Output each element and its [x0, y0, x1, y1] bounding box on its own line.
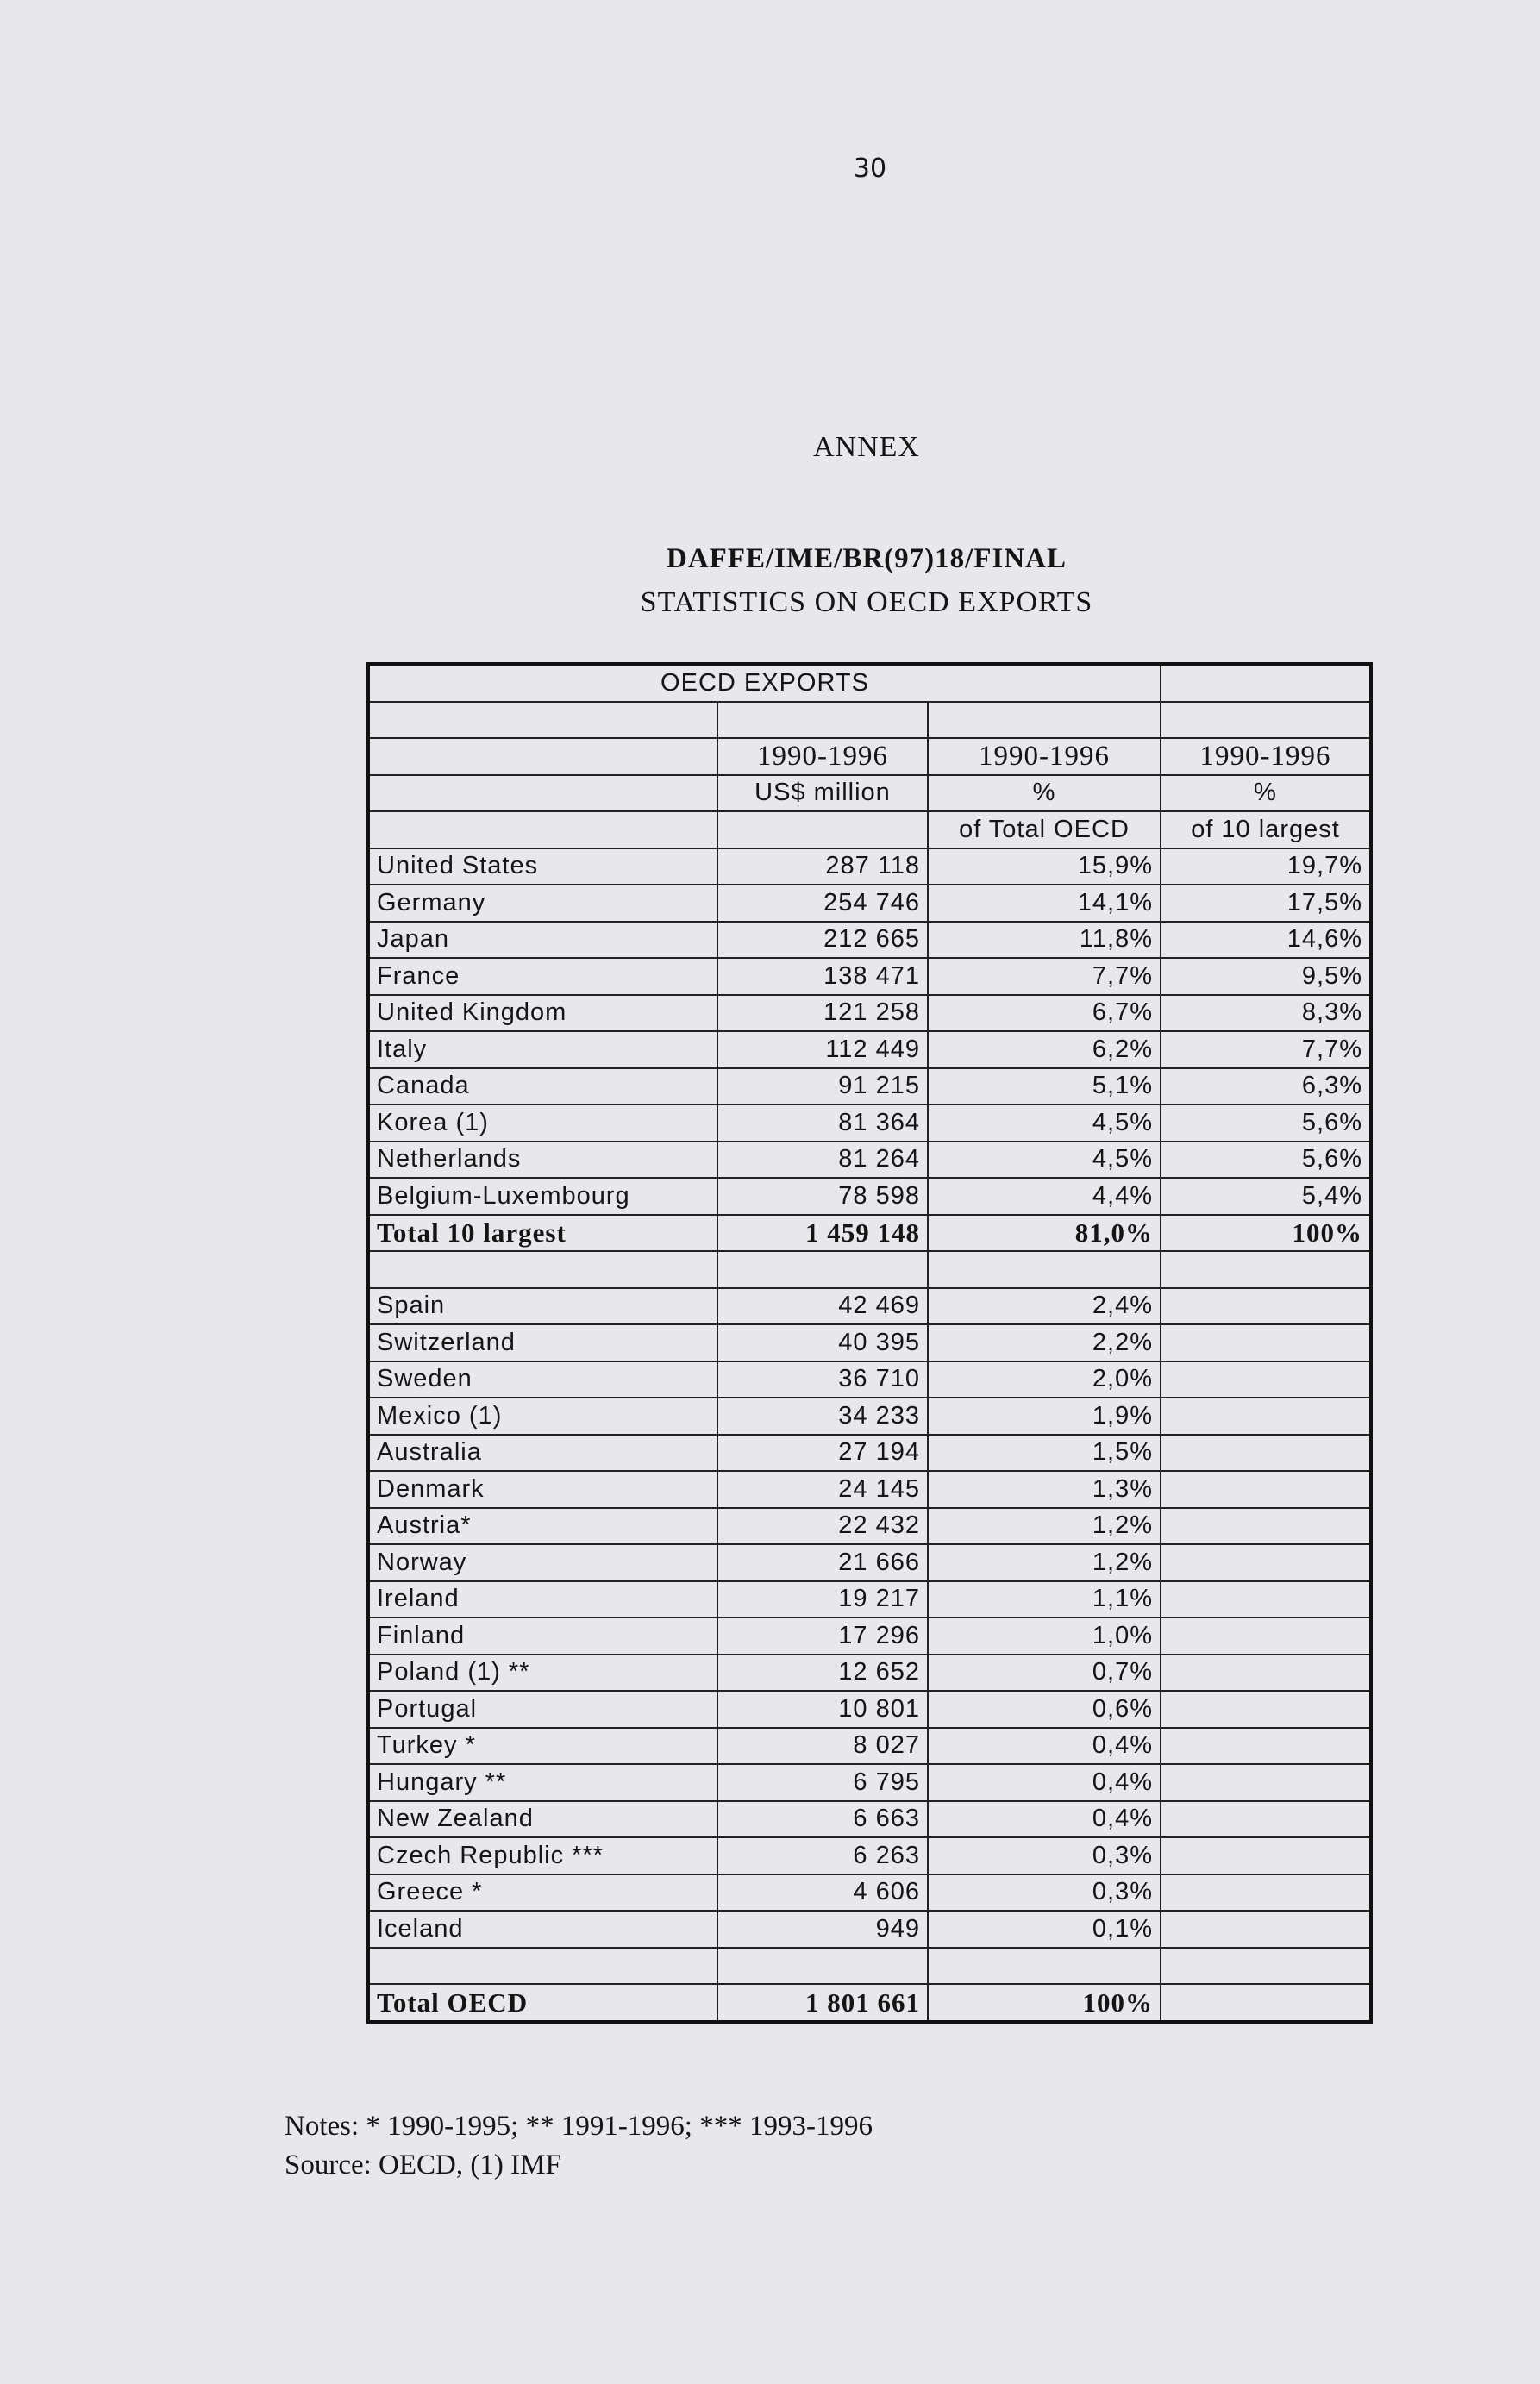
pct-total-cell: 1,5%: [928, 1435, 1161, 1472]
table-row: [368, 958, 1371, 995]
value-cell: 81 364: [717, 1104, 928, 1142]
empty-cell: [1161, 1984, 1371, 2022]
value-cell: 4 606: [717, 1874, 928, 1912]
country-cell: Germany: [368, 885, 717, 922]
pct-total-cell: 1,0%: [928, 1617, 1161, 1655]
pct-total-cell: 0,4%: [928, 1764, 1161, 1801]
pct-total-cell: 1,9%: [928, 1398, 1161, 1435]
pct-largest-cell: 19,7%: [1161, 848, 1371, 885]
empty-cell: [1161, 1471, 1371, 1508]
total-label-cell: Total 10 largest: [368, 1215, 717, 1252]
header-row-period: [368, 738, 1371, 775]
empty-cell: [1161, 1508, 1371, 1545]
value-cell: 254 746: [717, 885, 928, 922]
pct-total-cell: 2,4%: [928, 1288, 1161, 1325]
pct-total-cell: 11,8%: [928, 922, 1161, 959]
value-cell: 19 217: [717, 1581, 928, 1618]
pct-total-cell: 15,9%: [928, 848, 1161, 885]
empty-cell: [717, 1251, 928, 1288]
table-row: [368, 1031, 1371, 1068]
value-cell: 34 233: [717, 1398, 928, 1435]
empty-cell: [1161, 1728, 1371, 1765]
country-cell: Denmark: [368, 1471, 717, 1508]
pct-total-cell: 0,4%: [928, 1728, 1161, 1765]
country-cell: Norway: [368, 1544, 717, 1581]
pct-largest-cell: 9,5%: [1161, 958, 1371, 995]
value-cell: 8 027: [717, 1728, 928, 1765]
empty-cell: [368, 1251, 717, 1288]
country-cell: Hungary **: [368, 1764, 717, 1801]
empty-cell: [1161, 702, 1371, 739]
total-10-row: [368, 1215, 1371, 1252]
header-row-unit: [368, 775, 1371, 812]
pct-total-cell: 1,3%: [928, 1471, 1161, 1508]
empty-cell: [1161, 1288, 1371, 1325]
table-row: [368, 995, 1371, 1032]
pct-total-cell: 0,4%: [928, 1801, 1161, 1838]
empty-cell: [368, 702, 717, 739]
pct-largest-cell: 6,3%: [1161, 1068, 1371, 1105]
pct-total-cell: 0,3%: [928, 1837, 1161, 1874]
country-cell: Japan: [368, 922, 717, 959]
pct-total-cell: 0,6%: [928, 1691, 1161, 1728]
pct-largest-cell: 5,6%: [1161, 1104, 1371, 1142]
pct-total-cell: 81,0%: [928, 1215, 1161, 1252]
value-cell: 81 264: [717, 1142, 928, 1179]
country-cell: Czech Republic ***: [368, 1837, 717, 1874]
value-cell: 10 801: [717, 1691, 928, 1728]
empty-cell: [368, 775, 717, 812]
table-row: [368, 1837, 1371, 1874]
page-title: STATISTICS ON OECD EXPORTS: [640, 586, 1093, 618]
pct-total-cell: 0,3%: [928, 1874, 1161, 1912]
value-cell: 27 194: [717, 1435, 928, 1472]
country-cell: Finland: [368, 1617, 717, 1655]
country-cell: United Kingdom: [368, 995, 717, 1032]
value-cell: 1 459 148: [717, 1215, 928, 1252]
country-cell: New Zealand: [368, 1801, 717, 1838]
value-cell: 1 801 661: [717, 1984, 928, 2022]
empty-cell: [368, 811, 717, 848]
header-row-sub: [368, 811, 1371, 848]
country-cell: France: [368, 958, 717, 995]
value-cell: 12 652: [717, 1655, 928, 1692]
pct-largest-cell: 17,5%: [1161, 885, 1371, 922]
value-cell: 91 215: [717, 1068, 928, 1105]
country-cell: Austria*: [368, 1508, 717, 1545]
empty-cell: [1161, 1801, 1371, 1838]
empty-cell: [1161, 1398, 1371, 1435]
country-cell: Greece *: [368, 1874, 717, 1912]
table-row: [368, 848, 1371, 885]
country-cell: Iceland: [368, 1911, 717, 1948]
group-header: OECD EXPORTS: [368, 664, 1161, 702]
page-number: 30: [853, 153, 887, 184]
empty-cell: [1161, 1251, 1371, 1288]
table-row: [368, 1801, 1371, 1838]
spacer-row: [368, 1948, 1371, 1985]
empty-cell: [1161, 1764, 1371, 1801]
table-row: [368, 1874, 1371, 1912]
empty-cell: [1161, 1435, 1371, 1472]
country-cell: Australia: [368, 1435, 717, 1472]
value-cell: 78 598: [717, 1178, 928, 1215]
country-cell: Netherlands: [368, 1142, 717, 1179]
empty-cell: [717, 1948, 928, 1985]
country-cell: Mexico (1): [368, 1398, 717, 1435]
country-cell: Ireland: [368, 1581, 717, 1618]
value-cell: 949: [717, 1911, 928, 1948]
table-row: [368, 1691, 1371, 1728]
table-row: [368, 1655, 1371, 1692]
empty-cell: [928, 1948, 1161, 1985]
value-cell: 36 710: [717, 1361, 928, 1398]
table-row: [368, 1764, 1371, 1801]
value-cell: 22 432: [717, 1508, 928, 1545]
value-cell: 6 795: [717, 1764, 928, 1801]
table-row: [368, 1178, 1371, 1215]
pct-total-cell: 5,1%: [928, 1068, 1161, 1105]
total-oecd-row: [368, 1984, 1371, 2022]
country-cell: Switzerland: [368, 1324, 717, 1361]
pct-total-cell: 100%: [928, 1984, 1161, 2022]
value-cell: 40 395: [717, 1324, 928, 1361]
table-row: [368, 885, 1371, 922]
table-row: [368, 922, 1371, 959]
table-row: [368, 1068, 1371, 1105]
sub-header: of Total OECD: [928, 811, 1161, 848]
period-header: 1990-1996: [717, 738, 928, 775]
empty-cell: [1161, 1324, 1371, 1361]
period-header: 1990-1996: [928, 738, 1161, 775]
pct-total-cell: 6,7%: [928, 995, 1161, 1032]
value-cell: 6 663: [717, 1801, 928, 1838]
empty-cell: [1161, 1911, 1371, 1948]
country-cell: Canada: [368, 1068, 717, 1105]
pct-largest-cell: 7,7%: [1161, 1031, 1371, 1068]
table-row: [368, 1581, 1371, 1618]
table-row: [368, 1508, 1371, 1545]
pct-total-cell: 0,1%: [928, 1911, 1161, 1948]
table-row: [368, 1617, 1371, 1655]
pct-total-cell: 7,7%: [928, 958, 1161, 995]
table-row: [368, 1544, 1371, 1581]
table-row: [368, 1288, 1371, 1325]
empty-cell: [928, 1251, 1161, 1288]
empty-cell: [368, 738, 717, 775]
unit-header: US$ million: [717, 775, 928, 812]
country-cell: United States: [368, 848, 717, 885]
pct-total-cell: 4,5%: [928, 1104, 1161, 1142]
spacer-row: [368, 1251, 1371, 1288]
pct-total-cell: 4,4%: [928, 1178, 1161, 1215]
table-row: [368, 1435, 1371, 1472]
header-row-group: [368, 664, 1371, 702]
source-text: Source: OECD, (1) IMF: [285, 2149, 561, 2181]
pct-largest-cell: 14,6%: [1161, 922, 1371, 959]
table-row: [368, 1471, 1371, 1508]
empty-cell: [1161, 1361, 1371, 1398]
table-row: [368, 1324, 1371, 1361]
empty-cell: [368, 1948, 717, 1985]
pct-total-cell: 1,2%: [928, 1544, 1161, 1581]
pct-largest-cell: 8,3%: [1161, 995, 1371, 1032]
empty-cell: [1161, 1617, 1371, 1655]
unit-header: %: [1161, 775, 1371, 812]
value-cell: 42 469: [717, 1288, 928, 1325]
table-row: [368, 1911, 1371, 1948]
value-cell: 6 263: [717, 1837, 928, 1874]
sub-header: [717, 811, 928, 848]
empty-cell: [1161, 1691, 1371, 1728]
pct-largest-cell: 100%: [1161, 1215, 1371, 1252]
empty-cell: [1161, 1581, 1371, 1618]
annex-heading: ANNEX: [813, 431, 920, 463]
period-header: 1990-1996: [1161, 738, 1371, 775]
sub-header: of 10 largest: [1161, 811, 1371, 848]
value-cell: 21 666: [717, 1544, 928, 1581]
pct-largest-cell: 5,6%: [1161, 1142, 1371, 1179]
table-row: [368, 1104, 1371, 1142]
empty-cell: [1161, 1544, 1371, 1581]
document-reference: DAFFE/IME/BR(97)18/FINAL: [667, 543, 1067, 574]
value-cell: 17 296: [717, 1617, 928, 1655]
table-row: [368, 1361, 1371, 1398]
value-cell: 112 449: [717, 1031, 928, 1068]
table-row: [368, 1142, 1371, 1179]
empty-cell: [1161, 1837, 1371, 1874]
country-cell: Italy: [368, 1031, 717, 1068]
value-cell: 138 471: [717, 958, 928, 995]
pct-total-cell: 14,1%: [928, 885, 1161, 922]
pct-total-cell: 0,7%: [928, 1655, 1161, 1692]
country-cell: Korea (1): [368, 1104, 717, 1142]
pct-total-cell: 2,0%: [928, 1361, 1161, 1398]
country-cell: Spain: [368, 1288, 717, 1325]
value-cell: 121 258: [717, 995, 928, 1032]
empty-cell: [717, 702, 928, 739]
country-cell: Poland (1) **: [368, 1655, 717, 1692]
value-cell: 287 118: [717, 848, 928, 885]
empty-cell: [1161, 1874, 1371, 1912]
exports-table: [366, 662, 1373, 2024]
header-row-spacer: [368, 702, 1371, 739]
empty-cell: [1161, 1948, 1371, 1985]
country-cell: Belgium-Luxembourg: [368, 1178, 717, 1215]
total-label-cell: Total OECD: [368, 1984, 717, 2022]
notes-text: Notes: * 1990-1995; ** 1991-1996; *** 1993-1996: [285, 2111, 873, 2142]
pct-total-cell: 2,2%: [928, 1324, 1161, 1361]
pct-total-cell: 1,1%: [928, 1581, 1161, 1618]
pct-total-cell: 6,2%: [928, 1031, 1161, 1068]
pct-total-cell: 1,2%: [928, 1508, 1161, 1545]
value-cell: 212 665: [717, 922, 928, 959]
country-cell: Turkey *: [368, 1728, 717, 1765]
country-cell: Portugal: [368, 1691, 717, 1728]
empty-cell: [928, 702, 1161, 739]
empty-cell: [1161, 1655, 1371, 1692]
country-cell: Sweden: [368, 1361, 717, 1398]
empty-cell: [1161, 664, 1371, 702]
value-cell: 24 145: [717, 1471, 928, 1508]
pct-total-cell: 4,5%: [928, 1142, 1161, 1179]
unit-header: %: [928, 775, 1161, 812]
table-row: [368, 1728, 1371, 1765]
table-row: [368, 1398, 1371, 1435]
pct-largest-cell: 5,4%: [1161, 1178, 1371, 1215]
